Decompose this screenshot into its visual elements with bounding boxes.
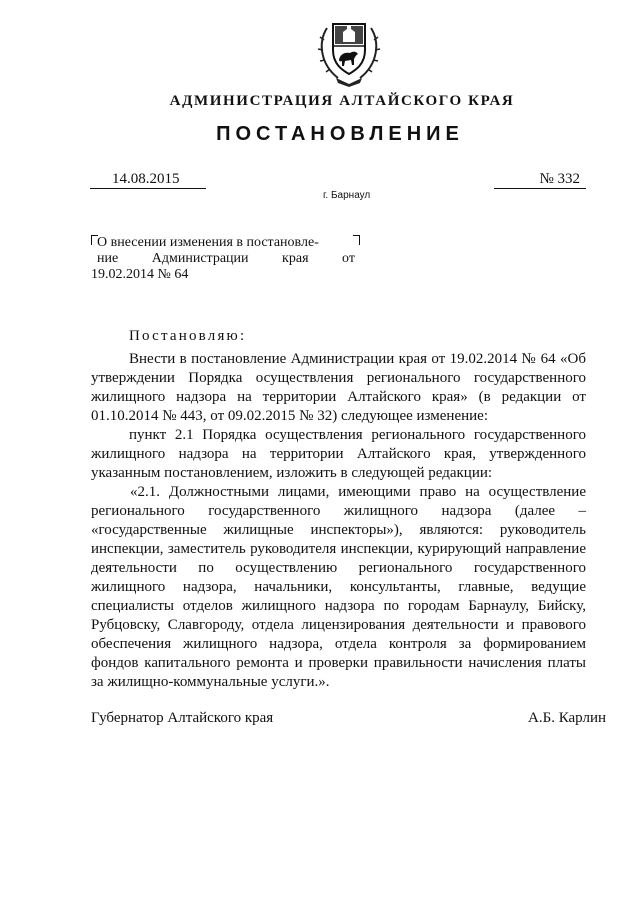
preamble: Постановляю: bbox=[129, 328, 247, 344]
body-paragraph: пункт 2.1 Порядка осуществления регионального государственного жилищного надзора на территории Алтайского края, утвержденного указанным постановлением, изложить в следующей редакции: bbox=[91, 427, 586, 481]
document-date: 14.08.2015 bbox=[90, 171, 206, 189]
document-type-title: ПОСТАНОВЛЕНИЕ bbox=[216, 123, 464, 145]
body-paragraph: Внести в постановление Администрации края от 19.02.2014 № 64 «Об утверждении Порядка осуществления регионального государственного жилищного надзора на территории Алтайского края» (в редакции от 01.10.2014 № 443, от 09.02.2015 № 32) следующее изменение: bbox=[91, 351, 586, 424]
document-body bbox=[91, 350, 586, 692]
subject-line-3: 19.02.2014 № 64 bbox=[91, 267, 189, 282]
coat-of-arms-icon bbox=[314, 12, 384, 88]
document-subject bbox=[91, 235, 359, 283]
subject-line-2: ние Администрации края от bbox=[97, 251, 355, 266]
subject-line-1: О внесении изменения в постановле- bbox=[97, 235, 319, 250]
document-number: № 332 bbox=[494, 171, 586, 189]
signatory-position: Губернатор Алтайского края bbox=[91, 710, 274, 726]
body-paragraph: «2.1. Должностными лицами, имеющими право на осуществление регионального государственного жилищного надзора (далее – «государственные жилищные инспекторы»), являются: руководитель инспекции, заместитель руководителя инспекции, курирующий направление деятельности по осуществлению регионального государственного жилищного надзора, начальники, консультанты, главные, ведущие специалисты отделов жилищного надзора по городам Барнаулу, Бийску, Рубцовску, Славгороду, отдела лицензирования деятельности и правового обеспечения жилищного надзора, отдела контроля за формированием фондов капитального ремонта и проверки правильности начисления платы за жилищно-коммунальные услуги.». bbox=[91, 484, 586, 690]
signatory-name: А.Б. Карлин bbox=[528, 710, 607, 726]
document-city: г. Барнаул bbox=[323, 190, 371, 201]
organization-title: АДМИНИСТРАЦИЯ АЛТАЙСКОГО КРАЯ bbox=[169, 93, 515, 109]
